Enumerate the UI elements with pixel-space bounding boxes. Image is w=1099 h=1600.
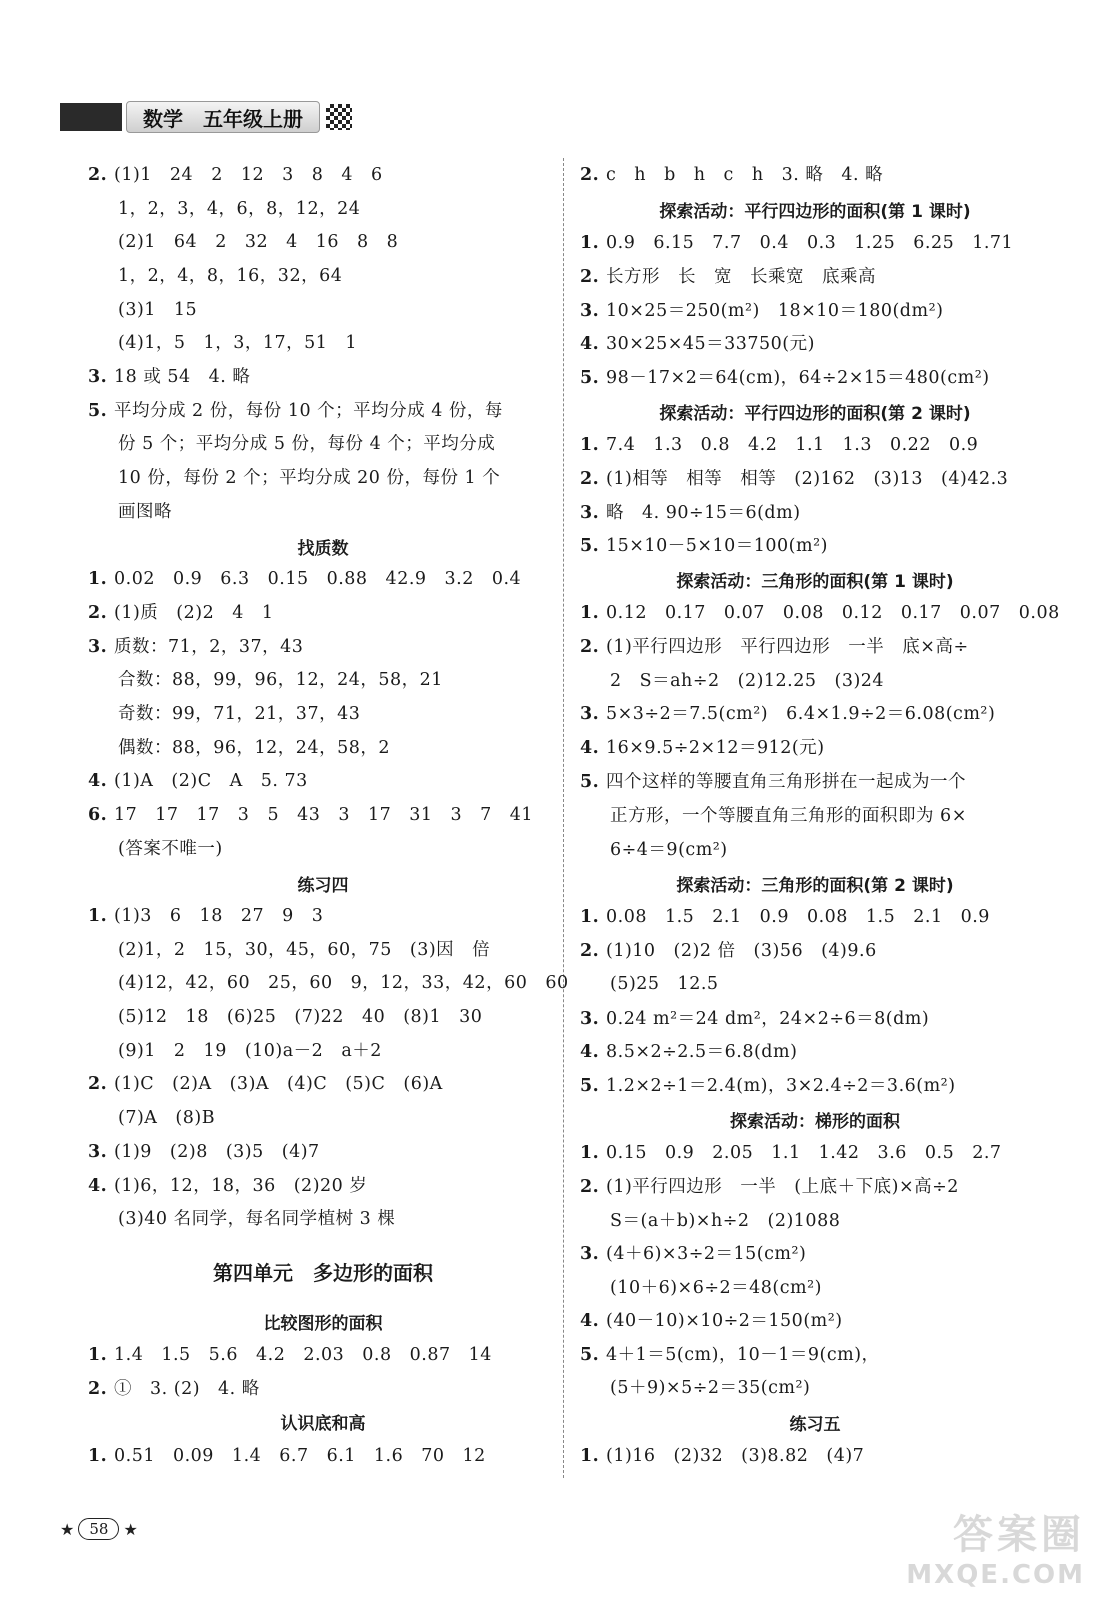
answer-text: 1，2，3，4，6，8，12，24 bbox=[118, 199, 361, 219]
answer-text: (4＋6)×3÷2＝15(cm²) bbox=[606, 1244, 807, 1264]
answer-text: (5)12 18 (6)25 (7)22 40 (8)1 30 bbox=[118, 1007, 483, 1027]
answer-text: (答案不唯一) bbox=[118, 839, 223, 859]
section-title: 探索活动：平行四边形的面积(第 2 课时) bbox=[659, 404, 971, 424]
answer-line bbox=[580, 299, 943, 323]
question-number: 2. bbox=[580, 165, 600, 185]
answer-line bbox=[580, 1007, 929, 1031]
question-number: 5. bbox=[580, 368, 600, 388]
question-number: 2. bbox=[580, 941, 600, 961]
answer-text: 15×10－5×10＝100(m²) bbox=[606, 536, 828, 556]
answer-text: 略 4. 90÷15＝6(dm) bbox=[606, 503, 801, 523]
answer-line bbox=[580, 601, 1060, 625]
answer-text: (1)相等 相等 相等 (2)162 (3)13 (4)42.3 bbox=[606, 469, 1009, 489]
question-number: 2. bbox=[88, 1379, 108, 1399]
answer-line bbox=[580, 231, 1013, 255]
question-number: 4. bbox=[88, 1176, 108, 1196]
question-number: 2. bbox=[88, 165, 108, 185]
question-number: 5. bbox=[580, 1076, 600, 1096]
watermark-url: MXQE.COM bbox=[906, 1560, 1085, 1590]
answer-line bbox=[88, 432, 495, 456]
answer-line bbox=[88, 399, 503, 423]
answer-text: 1，2，4，8，16，32，64 bbox=[118, 266, 343, 286]
answer-line bbox=[88, 197, 360, 221]
section-title: 探索活动：平行四边形的面积(第 1 课时) bbox=[659, 202, 971, 222]
section-title: 认识底和高 bbox=[280, 1414, 366, 1434]
section-title: 练习四 bbox=[297, 876, 349, 896]
answer-line bbox=[88, 736, 390, 760]
answer-text: (40－10)×10÷2＝150(m²) bbox=[606, 1311, 843, 1331]
question-number: 1. bbox=[580, 907, 600, 927]
answer-text: 5×3÷2＝7.5(cm²) 6.4×1.9÷2＝6.08(cm²) bbox=[606, 704, 996, 724]
answer-text: 0.02 0.9 6.3 0.15 0.88 42.9 3.2 0.4 bbox=[114, 569, 522, 589]
answer-text: S＝(a＋b)×h÷2 (2)1088 bbox=[610, 1211, 841, 1231]
answer-line bbox=[580, 669, 884, 693]
answer-text: 0.51 0.09 1.4 6.7 6.1 1.6 70 12 bbox=[114, 1446, 486, 1466]
answer-text: 1.2×2÷1＝2.4(m)，3×2.4÷2＝3.6(m²) bbox=[606, 1076, 956, 1096]
unit-title: 第四单元 多边形的面积 bbox=[213, 1261, 433, 1285]
question-number: 4. bbox=[580, 334, 600, 354]
answer-line bbox=[580, 1444, 864, 1468]
section-title: 探索活动：三角形的面积(第 1 课时) bbox=[676, 572, 954, 592]
answer-line bbox=[88, 466, 500, 490]
answer-text: (1)16 (2)32 (3)8.82 (4)7 bbox=[606, 1446, 865, 1466]
answer-line bbox=[580, 1276, 822, 1300]
answer-text: 长方形 长 宽 长乘宽 底乘高 bbox=[606, 267, 876, 287]
answer-text: 偶数：88，96，12，24，58，2 bbox=[118, 738, 390, 758]
checker-icon bbox=[326, 104, 352, 130]
question-number: 6. bbox=[88, 805, 108, 825]
answer-line bbox=[580, 736, 825, 760]
answer-line bbox=[88, 668, 443, 692]
answer-line bbox=[88, 567, 521, 591]
page-header bbox=[60, 100, 352, 134]
answer-line bbox=[580, 332, 815, 356]
answer-text: 份 5 个；平均分成 5 份，每份 4 个；平均分成 bbox=[118, 434, 496, 454]
answer-text: (1)A (2)C A 5. 73 bbox=[114, 771, 308, 791]
answer-text: 4＋1＝5(cm)，10－1＝9(cm)， bbox=[606, 1345, 880, 1365]
answer-line bbox=[580, 972, 719, 996]
question-number: 4. bbox=[580, 1311, 600, 1331]
question-number: 3. bbox=[88, 367, 108, 387]
section-title: 找质数 bbox=[297, 539, 349, 559]
header-label bbox=[126, 101, 320, 133]
answer-text: 0.08 1.5 2.1 0.9 0.08 1.5 2.1 0.9 bbox=[606, 907, 990, 927]
answer-line bbox=[88, 702, 360, 726]
question-number: 1. bbox=[88, 569, 108, 589]
answer-line bbox=[88, 803, 533, 827]
answer-text: c h b h c h 3. 略 4. 略 bbox=[606, 165, 884, 185]
answer-line bbox=[88, 971, 569, 995]
answer-line bbox=[580, 1376, 810, 1400]
answer-text: 合数：88，99，96，12，24，58，21 bbox=[118, 670, 443, 690]
header-subject: 数学 bbox=[143, 106, 183, 131]
answer-line bbox=[580, 770, 966, 794]
answer-text: (1)平行四边形 一半 (上底＋下底)×高÷2 bbox=[606, 1177, 959, 1197]
watermark-logo: 答案圈 bbox=[953, 1512, 1085, 1558]
answer-line bbox=[580, 534, 828, 558]
answer-line bbox=[88, 163, 383, 187]
answer-line bbox=[580, 804, 967, 828]
answer-text: (5＋9)×5÷2＝35(cm²) bbox=[610, 1378, 811, 1398]
answer-line bbox=[580, 1343, 880, 1367]
answer-text: (5)25 12.5 bbox=[610, 974, 719, 994]
answer-text: ① 3. (2) 4. 略 bbox=[114, 1379, 260, 1399]
answer-text: (1)10 (2)2 倍 (3)56 (4)9.6 bbox=[606, 941, 877, 961]
answer-line bbox=[580, 501, 801, 525]
answer-text: (4)1，5 1，3，17，51 1 bbox=[118, 333, 357, 353]
answer-line bbox=[88, 938, 490, 962]
answer-line bbox=[88, 365, 250, 389]
answer-text: 8.5×2÷2.5＝6.8(dm) bbox=[606, 1042, 798, 1062]
question-number: 1. bbox=[88, 1345, 108, 1365]
header-grade: 五年级上册 bbox=[203, 106, 303, 131]
answer-line bbox=[580, 635, 969, 659]
question-number: 4. bbox=[580, 1042, 600, 1062]
answer-line bbox=[580, 163, 883, 187]
answer-line bbox=[88, 635, 303, 659]
answer-line bbox=[88, 264, 342, 288]
question-number: 1. bbox=[580, 233, 600, 253]
answer-line bbox=[88, 298, 197, 322]
answer-text: 0.12 0.17 0.07 0.08 0.12 0.17 0.07 0.08 bbox=[606, 603, 1060, 623]
star-icon: ★ bbox=[60, 1519, 75, 1539]
answer-text: 17 17 17 3 5 43 3 17 31 3 7 41 bbox=[114, 805, 534, 825]
answer-line bbox=[580, 1242, 806, 1266]
section-title: 练习五 bbox=[789, 1415, 841, 1435]
answer-text: 0.9 6.15 7.7 0.4 0.3 1.25 6.25 1.71 bbox=[606, 233, 1014, 253]
answer-text: 98－17×2＝64(cm)，64÷2×15＝480(cm²) bbox=[606, 368, 990, 388]
answer-line bbox=[88, 837, 223, 861]
question-number: 2. bbox=[580, 267, 600, 287]
answer-line bbox=[88, 1174, 367, 1198]
answer-line bbox=[580, 366, 990, 390]
answer-text: 0.24 m²＝24 dm²，24×2÷6＝8(dm) bbox=[606, 1009, 930, 1029]
answer-text: 6÷4＝9(cm²) bbox=[610, 840, 728, 860]
answer-text: (10＋6)×6÷2＝48(cm²) bbox=[610, 1278, 822, 1298]
page-number: 58 bbox=[78, 1518, 119, 1540]
answer-line bbox=[580, 1209, 840, 1233]
answer-line bbox=[88, 1039, 382, 1063]
answer-text: 0.15 0.9 2.05 1.1 1.42 3.6 0.5 2.7 bbox=[606, 1143, 1002, 1163]
question-number: 3. bbox=[580, 1244, 600, 1264]
question-number: 5. bbox=[580, 772, 600, 792]
question-number: 2. bbox=[580, 637, 600, 657]
question-number: 3. bbox=[580, 503, 600, 523]
answer-text: 7.4 1.3 0.8 4.2 1.1 1.3 0.22 0.9 bbox=[606, 435, 979, 455]
answer-line bbox=[88, 1106, 215, 1130]
answer-text: 30×25×45＝33750(元) bbox=[606, 334, 815, 354]
answer-text: 2 S＝ah÷2 (2)12.25 (3)24 bbox=[610, 671, 885, 691]
question-number: 5. bbox=[88, 401, 108, 421]
answer-text: (1)质 (2)2 4 1 bbox=[114, 603, 274, 623]
answer-line bbox=[580, 433, 978, 457]
answer-line bbox=[88, 1377, 260, 1401]
answer-text: (2)1 64 2 32 4 16 8 8 bbox=[118, 232, 399, 252]
answer-line bbox=[88, 1005, 482, 1029]
answer-text: (1)6，12，18，36 (2)20 岁 bbox=[114, 1176, 368, 1196]
column-divider bbox=[563, 158, 564, 1478]
section-title: 探索活动：梯形的面积 bbox=[730, 1112, 900, 1132]
answer-text: 1.4 1.5 5.6 4.2 2.03 0.8 0.87 14 bbox=[114, 1345, 492, 1365]
section-title: 探索活动：三角形的面积(第 2 课时) bbox=[676, 876, 954, 896]
answer-line bbox=[88, 500, 172, 524]
answer-line bbox=[88, 1444, 486, 1468]
answer-text: 正方形，一个等腰直角三角形的面积即为 6× bbox=[610, 806, 967, 826]
answer-line bbox=[88, 331, 357, 355]
answer-line bbox=[88, 769, 308, 793]
page-footer bbox=[60, 1518, 138, 1540]
answer-line bbox=[580, 905, 990, 929]
answer-text: 平均分成 2 份，每份 10 个；平均分成 4 份，每 bbox=[114, 401, 503, 421]
question-number: 2. bbox=[88, 603, 108, 623]
answer-text: 四个这样的等腰直角三角形拼在一起成为一个 bbox=[606, 772, 966, 792]
answer-text: 16×9.5÷2×12＝912(元) bbox=[606, 738, 825, 758]
answer-line bbox=[580, 467, 1008, 491]
question-number: 2. bbox=[580, 1177, 600, 1197]
question-number: 3. bbox=[88, 1142, 108, 1162]
answer-text: 画图略 bbox=[118, 502, 172, 522]
answer-line bbox=[580, 1074, 956, 1098]
answer-text: (7)A (8)B bbox=[118, 1108, 216, 1128]
answer-text: 奇数：99，71，21，37，43 bbox=[118, 704, 361, 724]
answer-text: 18 或 54 4. 略 bbox=[114, 367, 251, 387]
answer-line bbox=[88, 230, 398, 254]
answer-line bbox=[88, 1072, 443, 1096]
answer-text: (1)C (2)A (3)A (4)C (5)C (6)A bbox=[114, 1074, 443, 1094]
question-number: 1. bbox=[88, 1446, 108, 1466]
answer-text: (1)1 24 2 12 3 8 4 6 bbox=[114, 165, 383, 185]
answer-line bbox=[580, 265, 876, 289]
answer-line bbox=[580, 838, 728, 862]
question-number: 3. bbox=[580, 1009, 600, 1029]
question-number: 4. bbox=[580, 738, 600, 758]
question-number: 1. bbox=[580, 603, 600, 623]
star-icon: ★ bbox=[123, 1519, 138, 1539]
answer-line bbox=[88, 1140, 320, 1164]
question-number: 1. bbox=[580, 1446, 600, 1466]
question-number: 3. bbox=[580, 704, 600, 724]
answer-text: (3)40 名同学，每名同学植树 3 棵 bbox=[118, 1209, 396, 1229]
question-number: 1. bbox=[88, 906, 108, 926]
answer-line bbox=[88, 1343, 492, 1367]
answer-text: 质数：71，2，37，43 bbox=[114, 637, 304, 657]
question-number: 5. bbox=[580, 536, 600, 556]
question-number: 5. bbox=[580, 1345, 600, 1365]
question-number: 2. bbox=[88, 1074, 108, 1094]
answer-text: (2)1，2 15，30，45，60，75 (3)因 倍 bbox=[118, 940, 491, 960]
answer-text: 10 份，每份 2 个；平均分成 20 份，每份 1 个 bbox=[118, 468, 501, 488]
section-title: 比较图形的面积 bbox=[263, 1314, 383, 1334]
answer-line bbox=[88, 601, 273, 625]
answer-text: 10×25＝250(m²) 18×10＝180(dm²) bbox=[606, 301, 944, 321]
answer-text: (1)平行四边形 平行四边形 一半 底×高÷ bbox=[606, 637, 969, 657]
answer-text: (1)9 (2)8 (3)5 (4)7 bbox=[114, 1142, 320, 1162]
question-number: 4. bbox=[88, 771, 108, 791]
answer-line bbox=[88, 1207, 395, 1231]
answer-text: (3)1 15 bbox=[118, 300, 198, 320]
answer-line bbox=[580, 1141, 1002, 1165]
answer-line bbox=[580, 939, 877, 963]
answer-line bbox=[580, 1175, 959, 1199]
answer-text: (1)3 6 18 27 9 3 bbox=[114, 906, 324, 926]
answer-line bbox=[88, 904, 323, 928]
watermark bbox=[906, 1503, 1085, 1590]
question-number: 1. bbox=[580, 435, 600, 455]
question-number: 3. bbox=[88, 637, 108, 657]
answer-text: (9)1 2 19 (10)a－2 a＋2 bbox=[118, 1041, 382, 1061]
answer-text: (4)12，42，60 25，60 9，12，33，42，60 60 bbox=[118, 973, 569, 993]
question-number: 2. bbox=[580, 469, 600, 489]
header-dark-bar bbox=[60, 103, 122, 131]
answer-line bbox=[580, 1309, 843, 1333]
question-number: 3. bbox=[580, 301, 600, 321]
answer-line bbox=[580, 1040, 797, 1064]
answer-line bbox=[580, 702, 995, 726]
question-number: 1. bbox=[580, 1143, 600, 1163]
